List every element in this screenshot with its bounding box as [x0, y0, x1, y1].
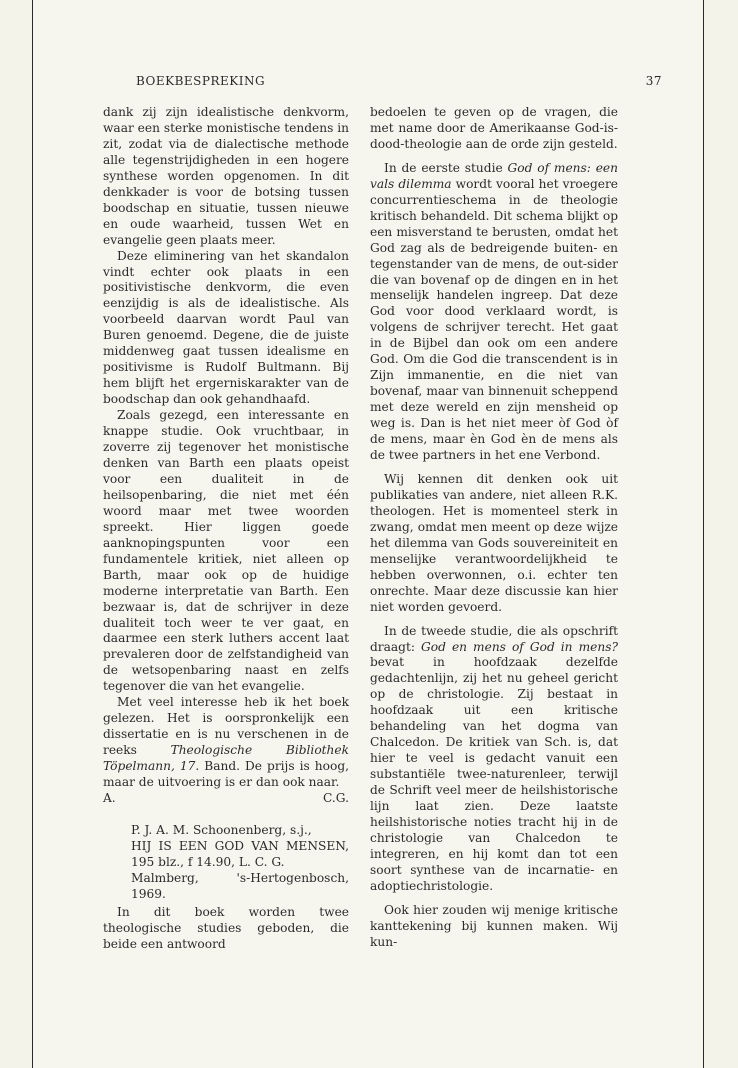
study-title: God en mens of God in mens? — [421, 639, 618, 654]
paragraph: dank zij zijn idealistische denkvorm, waar een sterke monistische tendens in zit, zodat via de dialectische methode alle tegenstrijdigheden in een hogere synthese worden opgenomen. In dit denkkader is voor de botsing tussen boodschap en situatie, tussen nieuwe en oude waarheid, tussen Wet en evangelie geen plaats meer. — [103, 105, 349, 247]
page-number: 37 — [645, 74, 662, 88]
left-column — [103, 105, 349, 953]
right-column — [370, 105, 618, 951]
running-header — [136, 74, 662, 92]
section-title: BOEKBESPREKING — [136, 74, 266, 88]
paragraph: Wij kennen dit denken ook uit publikaties van andere, niet alleen R.K. theologen. Het is momenteel sterk in zwang, omdat men meent op deze wijze het dilemma van Gods souvereiniteit en menselijke verantwoordelijkheid te hebben overwonnen, o.i. echter ten onrechte. Maar deze discussie kan hier niet worden gevoerd. — [370, 471, 618, 614]
paragraph: Deze eliminering van het skandalon vindt echter ook plaats in een positivistische denkvorm, die even eenzijdig is als de idealistische. Als voorbeeld daarvan wordt Paul van Buren genoemd. Degene, die de juiste middenweg gaat tussen idealisme en positivisme is Rudolf Bultmann. Bij hem blijft het ergerniskarakter van de boodschap dan ook gehandhaafd. — [103, 248, 349, 407]
paragraph: Zoals gezegd, een interessante en knappe studie. Ook vruchtbaar, in zoverre zij tegenover het monistische denken van Barth een plaats opeist voor een dualiteit in de heilsopenbaring, die niet met één woord maar met twee woorden spreekt. Hier liggen goede aanknopingspunten voor een fundamentele kritiek, niet alleen op Barth, maar ook op de huidige moderne interpretatie van Barth. Een bezwaar is, dat de schrijver in deze dualiteit toch weer te ver gaat, en daarmee een sterk luthers accent laat prevaleren door de zelfstandigheid van de wetsopenbaring naast en zelfs tegenover die van het evangelie. — [103, 408, 349, 694]
signature-initial: A. — [103, 790, 116, 805]
book-title-details: HIJ IS EEN GOD VAN MENSEN, 195 blz., f 14.90, L. C. G. — [131, 838, 349, 869]
paragraph: In de eerste studie God of mens: een vals dilemma wordt vooral het vroegere concurrentieschema in de theologie kritisch behandeld. Dit schema blijkt op een misverstand te berusten, omdat het God zag als de bedreigende buiten- en tegenstander van de mens, de out-sider die van bovenaf op de dingen en in het menselijk handelen ingreep. Dat deze God voor dood verklaard wordt, is volgens de schrijver terecht. Het gaat in de Bijbel dan ook om een andere God. Om die God die transcendent is in Zijn immanentie, en die niet van bovenaf, maar van binnenuit scheppend met deze wereld en zijn mensheid op weg is. Dan is het niet meer òf God òf de mens, maar èn God èn de mens als de twee partners in het ene Verbond. — [370, 160, 618, 463]
review-signature — [103, 791, 349, 807]
paragraph: In de tweede studie, die als opschrift draagt: God en mens of God in mens? bevat in hoofdzaak dezelfde gedachtenlijn, zij het nu geheel gericht op de christologie. Zij bestaat in hoofdzaak uit een kritische behandeling van het dogma van Chalcedon. De kritiek van Sch. is, dat hier te veel is gedacht vanuit een substantiële twee-naturenleer, terwijl de Schrift veel meer de heilshistorische lijn laat zien. Deze laatste heilshistorische noties tracht hij in de christologie van Chalcedon te integreren, en hij komt dan tot een soort synthese van de incarnatie- en adoptiechristologie. — [370, 623, 618, 893]
study-title: God of mens: een vals dilemma — [370, 160, 618, 191]
book-publisher: Malmberg, 's-Hertogenbosch, 1969. — [131, 870, 349, 901]
book-author: P. J. A. M. Schoonenberg, s.j., — [131, 822, 312, 837]
reviewer-initials: C.G. — [323, 790, 349, 805]
book-reference — [131, 823, 349, 903]
paragraph: Ook hier zouden wij menige kritische kanttekening bij kunnen maken. Wij kun- — [370, 902, 618, 949]
series-title: Theologische Bibliothek Töpelmann, 17. — [103, 743, 349, 774]
paragraph: Met veel interesse heb ik het boek gelezen. Het is oorspronkelijk een dissertatie en is nu verschenen in de reeks Theologische Bibliothek Töpelmann, 17. Band. De prijs is hoog, maar de uitvoering is er dan ook naar. — [103, 695, 349, 790]
paragraph: In dit boek worden twee theologische studies geboden, die beide een antwoord — [103, 904, 349, 951]
paragraph: bedoelen te geven op de vragen, die met name door de Amerikaanse God-is-dood-theologie aan de orde zijn gesteld. — [370, 105, 618, 151]
